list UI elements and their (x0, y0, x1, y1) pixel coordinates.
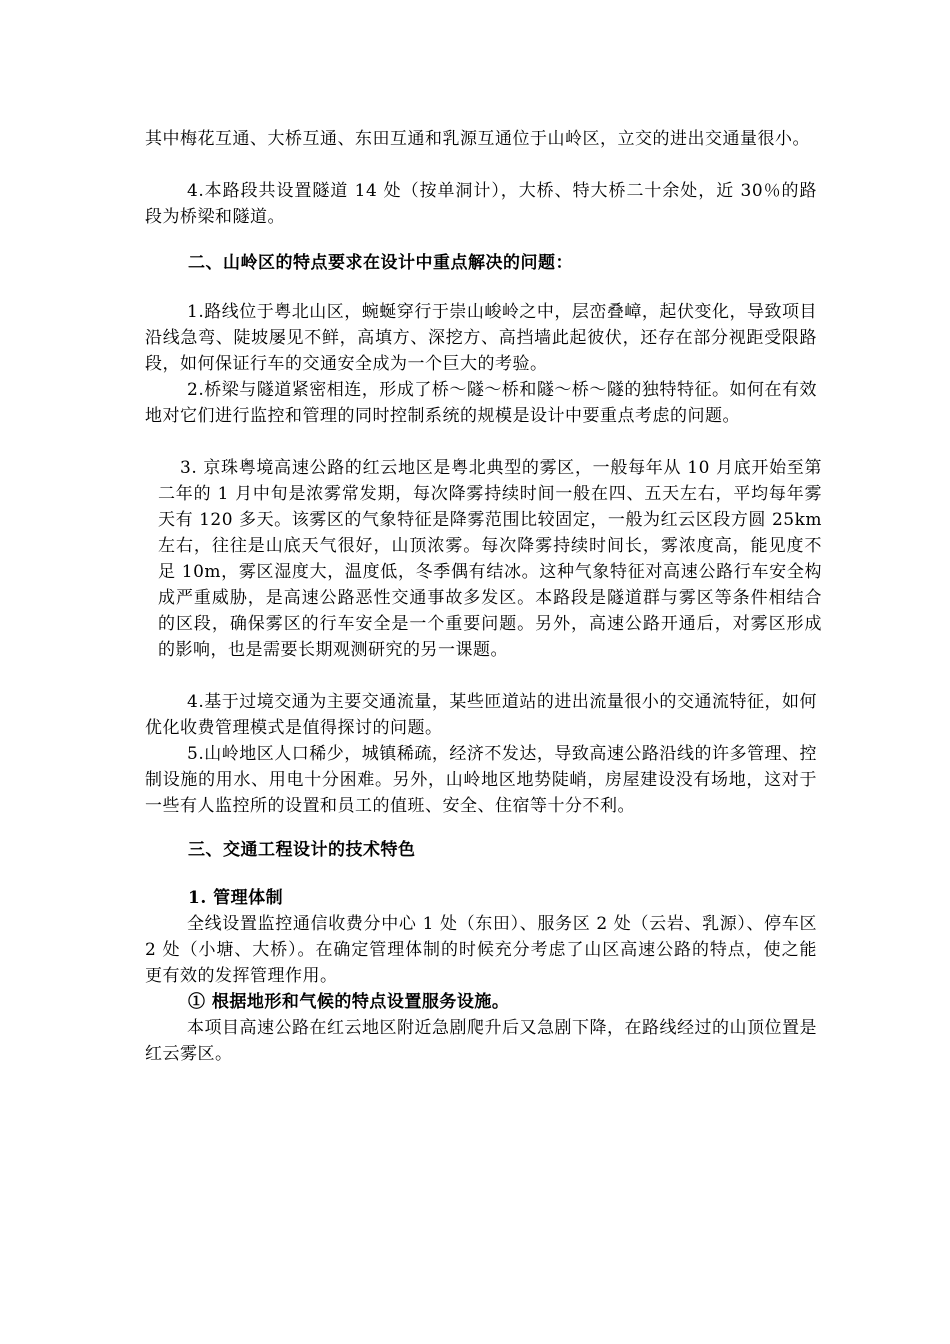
paragraph-2-2: 2.桥梁与隧道紧密相连，形成了桥～隧～桥和隧～桥～隧的独特特征。如何在有效地对它们进行监控和管理的同时控制系统的规模是设计中要重点考虑的问题。 (145, 380, 817, 426)
subsection-heading-management: 1. 管理体制 (188, 888, 284, 908)
section-heading-3: 三、交通工程设计的技术特色 (188, 840, 416, 860)
section-heading-2: 二、山岭区的特点要求在设计中重点解决的问题： (188, 253, 573, 273)
intro-paragraph: 其中梅花互通、大桥互通、东田互通和乳源互通位于山岭区，立交的进出交通量很小。 (145, 129, 810, 149)
paragraph-2-4: 4.基于过境交通为主要交通流量，某些匝道站的进出流量很小的交通流特征，如何优化收费管理模式是值得探讨的问题。 (145, 692, 817, 738)
paragraph-2-3: 3. 京珠粤境高速公路的红云地区是粤北典型的雾区，一般每年从 10 月底开始至第二年的 1 月中旬是浓雾常发期，每次降雾持续时间一般在四、五天左右，平均每年雾天有 120 多天。该雾区的气象特征是降雾范围比较固定，一般为红云区段方圆 25km 左右，往往是山底天气很好，山顶浓雾。每次降雾持续时间长，雾浓度高，能见度不足 10m，雾区湿度大，温度低，冬季偶有结冰。这种气象特征对高速公路行车安全构成严重威胁，是高速公路恶性交通事故多发区。本路段是隧道群与雾区等条件相结合的区段，确保雾区的行车安全是一个重要问题。另外，高速公路开通后，对雾区形成的影响，也是需要长期观测研究的另一课题。 (158, 458, 822, 660)
paragraph-2-5: 5.山岭地区人口稀少，城镇稀疏，经济不发达，导致高速公路沿线的许多管理、控制设施的用水、用电十分困难。另外，山岭地区地势陡峭，房屋建设没有场地，这对于一些有人监控所的设置和员工的值班、安全、住宿等十分不利。 (145, 744, 817, 816)
paragraph-services: 本项目高速公路在红云地区附近急剧爬升后又急剧下降，在路线经过的山顶位置是红云雾区。 (145, 1018, 817, 1064)
paragraph-tunnels-bridges: 4.本路段共设置隧道 14 处（按单洞计），大桥、特大桥二十余处，近 30％的路段为桥梁和隧道。 (145, 181, 817, 227)
subsection-heading-services: ① 根据地形和气候的特点设置服务设施。 (188, 992, 510, 1012)
paragraph-management: 全线设置监控通信收费分中心 1 处（东田）、服务区 2 处（云岩、乳源）、停车区 2 处（小塘、大桥）。在确定管理体制的时候充分考虑了山区高速公路的特点，使之能更有效的发挥管理作用。 (145, 914, 817, 986)
paragraph-2-1: 1.路线位于粤北山区，蜿蜒穿行于崇山峻岭之中，层峦叠嶂，起伏变化，导致项目沿线急弯、陡坡屡见不鲜，高填方、深挖方、高挡墙此起彼伏，还存在部分视距受限路段，如何保证行车的交通安全成为一个巨大的考验。 (145, 302, 817, 374)
